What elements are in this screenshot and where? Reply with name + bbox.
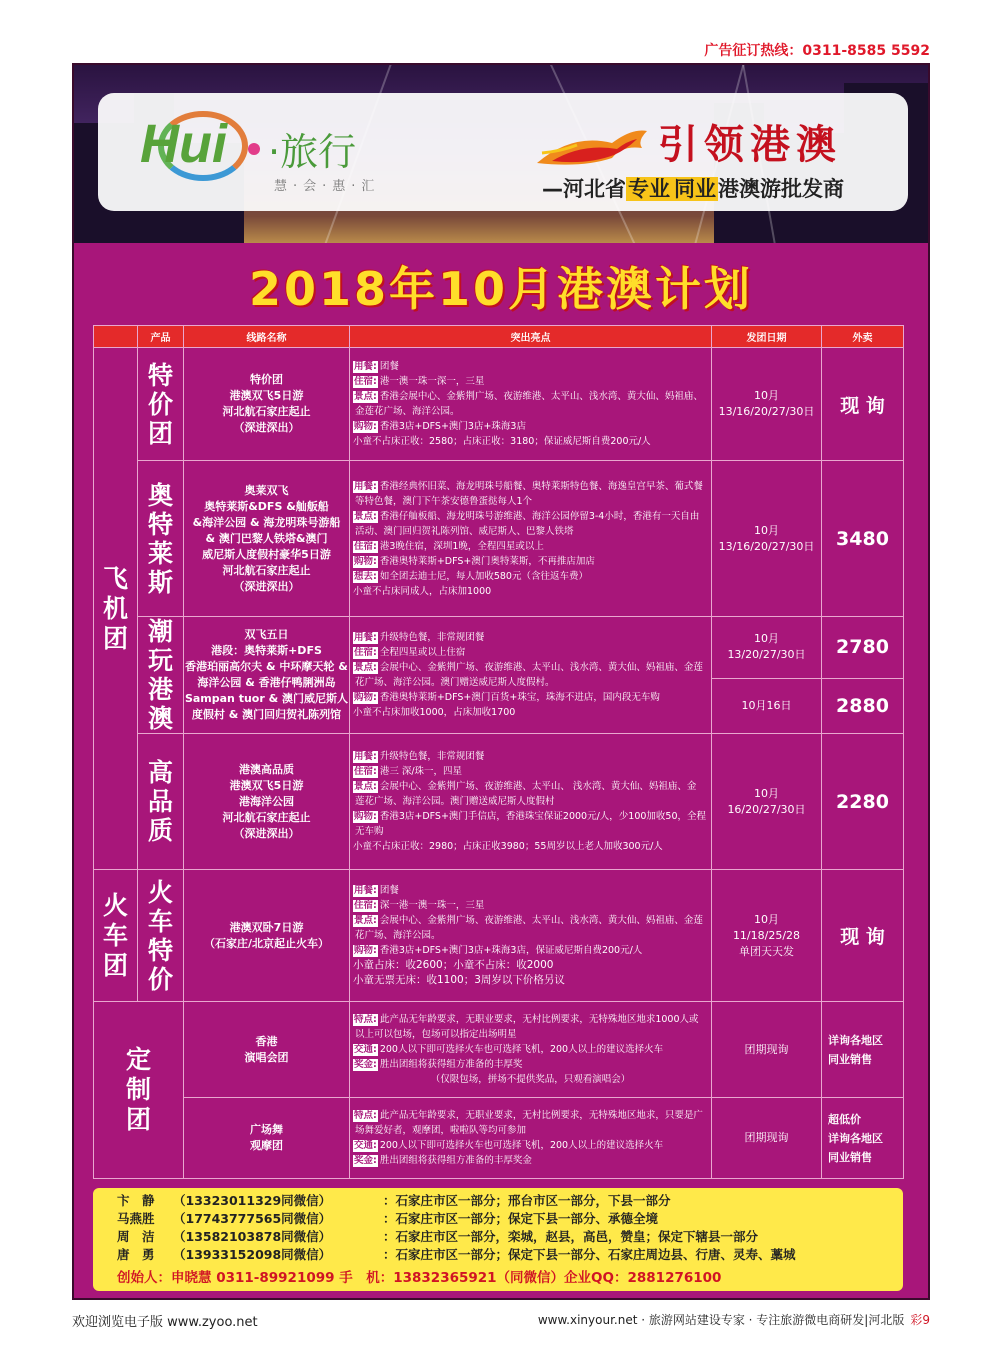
cell-line: &海洋公园 & 海龙明珠号游船 <box>192 515 341 529</box>
child-note: 小童无票无床：收1100；3周岁以下价格另议 <box>353 974 565 986</box>
highlight-tag: 交通: <box>354 1044 377 1055</box>
highlight-line: 用餐: 升级特色餐，非常规团餐 <box>354 751 485 762</box>
ad-hotline: 广告征订热线：0311-8585 5592 <box>704 43 930 59</box>
cell-line: （深进深出） <box>233 421 300 434</box>
highlight-line: 景点: 会展中心、金紫荆广场、夜游维港、太平山、浅水湾、黄大仙、妈祖庙、金莲 <box>354 662 703 673</box>
contact-row: 唐 勇 （13933152098同微信） ：石家庄市区一部分；保定下县一部分、石家庄周边县、行唐、灵寿、藁城 <box>117 1247 796 1262</box>
highlights <box>350 1098 712 1179</box>
cell-line: 河北航石家庄起止 <box>222 405 311 418</box>
cell-line: 超低价 <box>828 1112 861 1126</box>
highlight-line: 奖金: 胜出团组将获得组方准备的丰厚奖 <box>354 1059 523 1070</box>
highlight-tag: 特点: <box>354 1014 377 1025</box>
highlight-tag: 住宿: <box>354 647 377 658</box>
highlight-line: 景点: 会展中心、金紫荆广场、夜游维港、太平山、浅水湾、黄大仙、妈祖庙、金莲 <box>354 915 703 926</box>
highlight-tag: 奖金: <box>354 1059 377 1070</box>
highlight-tag: 购物: <box>354 555 377 567</box>
highlight-tag: 购物: <box>354 945 377 956</box>
cell-line: 观摩团 <box>250 1139 283 1152</box>
highlight-tag: 购物: <box>354 421 377 432</box>
founder-line: 创始人：申晓慧 0311-89921099 手 机：13832365921（同微信）企业QQ：2881276100 <box>117 1270 722 1286</box>
price <box>822 1098 904 1179</box>
highlight-line: 购物: 香港3店+DFS+澳门手信店，香港珠宝保证2000元/人，少100加收50，全程 <box>354 811 707 822</box>
logo-tagline: 慧·会·惠·汇 <box>274 179 381 194</box>
price: 现 询 <box>822 870 904 1002</box>
highlight-line: 用餐: 团餐 <box>354 361 399 372</box>
cell-line: 演唱会团 <box>244 1050 289 1064</box>
contact-row: 周 洁 （13582103878同微信） ：石家庄市区一部分，栾城，赵县，高邑，赞皇；保定下辖县一部分 <box>117 1229 759 1244</box>
highlight-line: 无车购 <box>355 826 384 837</box>
route-name <box>184 870 350 1002</box>
product-name: 奥 特 莱 斯 <box>138 461 184 617</box>
highlight-tag: 购物: <box>354 811 377 822</box>
table-row <box>94 617 904 679</box>
page-number: 彩9 <box>910 1313 930 1327</box>
logo-dot-icon <box>248 143 260 155</box>
highlight-line: 购物: 香港3店+DFS+澳门3店+珠海3店 <box>354 421 526 432</box>
highlight-tag: 用餐: <box>354 751 377 762</box>
logo-banner <box>98 93 908 211</box>
highlight-line: 想去: 如全团去迪士尼，每人加收580元（含往返车费） <box>354 570 588 582</box>
table-header-row <box>94 326 904 348</box>
route-name <box>184 734 350 870</box>
highlight-line: 特点: 此产品无年龄要求，无职业要求，无村比例要求，无特殊地区地求1000人或 <box>354 1014 699 1025</box>
highlight-line: 特点: 此产品无年龄要求，无职业要求，无村比例要求，无特殊地区地求，只要是广 <box>354 1110 703 1121</box>
highlights <box>350 734 712 870</box>
slogan-subtitle: —河北省专业 同业港澳游批发商 <box>542 177 844 201</box>
cell-line: 10月 <box>754 912 779 926</box>
footer-link-right[interactable]: www.xinyour.net · 旅游网站建设专家 · 专注旅游微电商研发|河北版 彩9 <box>537 1313 930 1327</box>
page-title: 2018年10月港澳计划 <box>248 262 754 316</box>
cell-line: 广场舞 <box>250 1123 283 1136</box>
cell-line: 度假村 & 澳门回归贺礼陈列馆 <box>191 708 342 721</box>
route-name <box>184 1098 350 1179</box>
col-header-highlights: 突出亮点 <box>350 326 712 348</box>
product-name: 高 品 质 <box>138 734 184 870</box>
contact-row: 马燕胜 （17743777565同微信） ：石家庄市区一部分；保定下县一部分、承德全境 <box>117 1211 659 1226</box>
highlight-tag: 住宿: <box>354 376 377 387</box>
route-name <box>184 1002 350 1098</box>
cell-line: & 澳门巴黎人铁塔&澳门 <box>205 531 328 545</box>
highlight-line: 场舞爱好者，观摩团，啦啦队等均可参加 <box>355 1125 527 1136</box>
cell-line: （石家庄/北京起止火车） <box>203 936 330 950</box>
price: 2780 <box>822 617 904 679</box>
highlight-tag: 用餐: <box>354 361 377 372</box>
highlight-line: 住宿: 港一澳一珠一深一，三星 <box>354 376 485 387</box>
highlight-tag: 想去: <box>354 570 377 582</box>
highlight-line: 金莲花广场、海洋公园。 <box>355 406 460 417</box>
logo-name: ·旅行 <box>268 130 357 174</box>
child-note: 小童不占床同成人，占床加1000 <box>353 585 492 597</box>
highlight-tag: 景点: <box>354 915 377 926</box>
highlight-tag: 特点: <box>354 1110 377 1121</box>
highlight-line: 住宿: 深一港一澳一珠一，三星 <box>354 900 485 911</box>
departure-date <box>712 734 822 870</box>
cell-line: 同业销售 <box>828 1150 872 1164</box>
product-name: 火 车 特 价 <box>138 870 184 1002</box>
table-row <box>94 870 904 1002</box>
highlight-line: 花广场、海洋公园。澳门赠送威尼斯人度假村。 <box>355 677 555 688</box>
highlights <box>350 1002 712 1098</box>
route-name <box>184 617 350 734</box>
cell-line: （深进深出） <box>233 826 300 840</box>
footer-link-left[interactable]: 欢迎浏览电子版 www.zyoo.net <box>72 1315 258 1330</box>
cell-line: 奥莱双飞 <box>244 483 289 497</box>
cell-line: 港澳双卧7日游 <box>229 920 304 934</box>
contact-panel <box>93 1188 903 1291</box>
highlight-tag: 购物: <box>354 692 377 703</box>
highlight-line: 活动、澳门回归贺礼陈列馆、威尼斯人、巴黎人铁塔 <box>355 525 574 537</box>
child-note: 小童不占床正收：2580；占床正收：3180；保证威尼斯自费200元/人 <box>353 436 651 447</box>
child-note: 小童占床：收2600；小童不占床：收2000 <box>353 959 554 971</box>
cell-line: 10月 <box>754 389 779 402</box>
departure-date: 团期现询 <box>712 1002 822 1098</box>
cell-line: 港段：奥特莱斯+DFS <box>211 644 322 657</box>
cell-line: 详询各地区 <box>828 1033 883 1047</box>
highlight-line: 等特色餐，澳门下午茶安德鲁蛋挞每人1个 <box>355 495 533 507</box>
highlight-tag: 住宿: <box>354 766 377 777</box>
highlight-line: 莲花广场、海洋公园。澳门赠送威尼斯人度假村 <box>355 796 555 807</box>
col-header-route: 线路名称 <box>184 326 350 348</box>
cell-line: 港澳双飞5日游 <box>229 778 304 792</box>
cell-line: 10月 <box>754 632 779 646</box>
cell-line: 13/16/20/27/30日 <box>718 405 815 418</box>
child-note: 小童不占床加收1000，占床加收1700 <box>353 707 516 718</box>
highlight-tag: 住宿: <box>354 540 377 552</box>
highlight-tag: 用餐: <box>354 885 377 896</box>
departure-date: 10月16日 <box>712 678 822 733</box>
tour-plan-table <box>93 325 904 1179</box>
cell-line: 港澳高品质 <box>239 762 294 776</box>
highlights <box>350 461 712 617</box>
highlight-tag: 交通: <box>354 1140 377 1151</box>
price <box>822 1002 904 1098</box>
cell-line: 香港珀丽高尔夫 & 中环摩天轮 & <box>185 660 348 673</box>
highlight-line: 以上可以包场，包场可以指定出场明星 <box>355 1029 517 1040</box>
category-custom: 定 制 团 <box>94 1002 184 1179</box>
highlight-line: 购物: 香港奥特莱斯+DFS+澳门百货+珠宝，珠海不进店，国内段无车购 <box>354 692 660 703</box>
cell-line: 香港 <box>255 1034 278 1048</box>
cell-line: 海洋公园 & 香港仔鸭脷洲岛 <box>197 676 336 689</box>
highlights <box>350 617 712 734</box>
cell-line: Sampan tuor & 澳门威尼斯人 <box>184 692 349 705</box>
cell-line: 10月 <box>754 523 779 537</box>
col-header-date: 发团日期 <box>712 326 822 348</box>
route-name <box>184 461 350 617</box>
cell-line: （深进深出） <box>233 579 300 593</box>
highlight-line: 用餐: 香港经典怀旧菜、海龙明珠号船餐、奥特莱斯特色餐、海逸皇宫早茶、葡式餐 <box>354 480 703 492</box>
flame-horse-icon <box>532 123 652 173</box>
highlight-line: 奖金: 胜出团组将获得组方准备的丰厚奖金 <box>354 1155 532 1166</box>
product-name: 潮 玩 港 澳 <box>138 617 184 734</box>
category-train: 火 车 团 <box>94 870 138 1002</box>
highlight-tag: 景点: <box>354 510 377 522</box>
highlight-line: 住宿: 港3晚住宿，深圳1晚，全程四星或以上 <box>354 540 544 552</box>
highlight-line: 用餐: 团餐 <box>354 885 399 896</box>
highlight-tag: 住宿: <box>354 900 377 911</box>
highlight-line: 景点: 会展中心、金紫荆广场、夜游维港、太平山、 浅水湾、黄大仙、妈祖庙、金 <box>354 781 697 792</box>
highlight-line: 购物: 香港3店+DFS+澳门3店+珠海3店，保证威尼斯自费200元/人 <box>354 945 643 956</box>
cell-line: 详询各地区 <box>828 1131 883 1145</box>
highlight-tag: 奖金: <box>354 1155 377 1166</box>
cell-line: 16/20/27/30日 <box>727 802 806 816</box>
contact-row: 卞 静 （13323011329同微信） ：石家庄市区一部分；邢台市区一部分，下县一部分 <box>117 1193 671 1208</box>
cell-line: 单团天天发 <box>739 944 794 958</box>
cell-line: 同业销售 <box>828 1052 872 1066</box>
cell-line: 河北航石家庄起止 <box>222 810 311 824</box>
cell-line: 港海洋公园 <box>239 794 294 808</box>
departure-date <box>712 617 822 679</box>
price: 3480 <box>822 461 904 617</box>
route-name <box>184 348 350 461</box>
departure-date <box>712 348 822 461</box>
col-header-product: 产品 <box>138 326 184 348</box>
table-row <box>94 734 904 870</box>
cell-line: 特价团 <box>250 373 283 386</box>
highlight-tag: 用餐: <box>354 632 377 643</box>
header-banner <box>74 65 928 243</box>
logo-mark: Hui <box>140 114 227 174</box>
cell-line: 13/16/20/27/30日 <box>718 539 815 553</box>
cell-line: 河北航石家庄起止 <box>222 563 311 577</box>
table-row <box>94 1098 904 1179</box>
col-header-price: 外卖 <box>822 326 904 348</box>
price: 2880 <box>822 678 904 733</box>
departure-date <box>712 461 822 617</box>
price: 现 询 <box>822 348 904 461</box>
price: 2280 <box>822 734 904 870</box>
cell-line: 双飞五日 <box>244 628 289 641</box>
highlight-line: 交通: 200人以下即可选择火车也可选择飞机，200人以上的建议选择火车 <box>354 1140 664 1151</box>
table-row <box>94 1002 904 1098</box>
highlight-line: 住宿: 全程四星或以上住宿 <box>354 647 466 658</box>
child-note: 小童不占床正收：2980；占床正收3980；55周岁以上老人加收300元/人 <box>353 841 663 852</box>
highlights <box>350 870 712 1002</box>
departure-date <box>712 870 822 1002</box>
table-row <box>94 348 904 461</box>
departure-date: 团期现询 <box>712 1098 822 1179</box>
cell-line: 10月 <box>754 786 779 800</box>
slogan-title: 引领港澳 <box>658 121 842 168</box>
highlight-tag: 景点: <box>354 662 377 673</box>
highlights <box>350 348 712 461</box>
cell-line: 奥特莱斯&DFS &舢舨船 <box>204 499 329 513</box>
category-plane: 飞 机 团 <box>94 348 138 870</box>
cell-line: 威尼斯人度假村豪华5日游 <box>202 547 331 561</box>
product-name: 特 价 团 <box>138 348 184 461</box>
highlight-tag: 用餐: <box>354 480 377 492</box>
table-row <box>94 461 904 617</box>
highlight-line: 用餐: 升级特色餐，非常规团餐 <box>354 632 485 643</box>
poster <box>72 63 930 1300</box>
cell-line: 港澳双飞5日游 <box>229 389 304 402</box>
highlight-tag: 景点: <box>354 391 377 402</box>
highlight-line: 景点: 香港会展中心、金紫荆广场、夜游维港、太平山、浅水湾、黄大仙、妈祖庙、 <box>354 391 703 402</box>
cell-line: 13/20/27/30日 <box>727 648 806 662</box>
highlight-line: 购物: 香港奥特莱斯+DFS+澳门奥特莱斯，不再推店加店 <box>354 555 595 567</box>
highlight-line: 花广场、海洋公园。 <box>355 930 441 941</box>
highlight-line: 景点: 香港仔舢板船、海龙明珠号游维港、海洋公园停留3-4小时，香港有一天自由 <box>354 510 700 522</box>
highlight-line: 住宿: 港三 深/珠一，四星 <box>354 766 463 777</box>
cell-line: 11/18/25/28 <box>732 928 801 942</box>
highlight-tag: 景点: <box>354 781 377 792</box>
concert-note: （仅限包场，拼场不提供奖品，只观看演唱会） <box>430 1074 631 1085</box>
highlight-line: 交通: 200人以下即可选择火车也可选择飞机，200人以上的建议选择火车 <box>354 1044 664 1055</box>
